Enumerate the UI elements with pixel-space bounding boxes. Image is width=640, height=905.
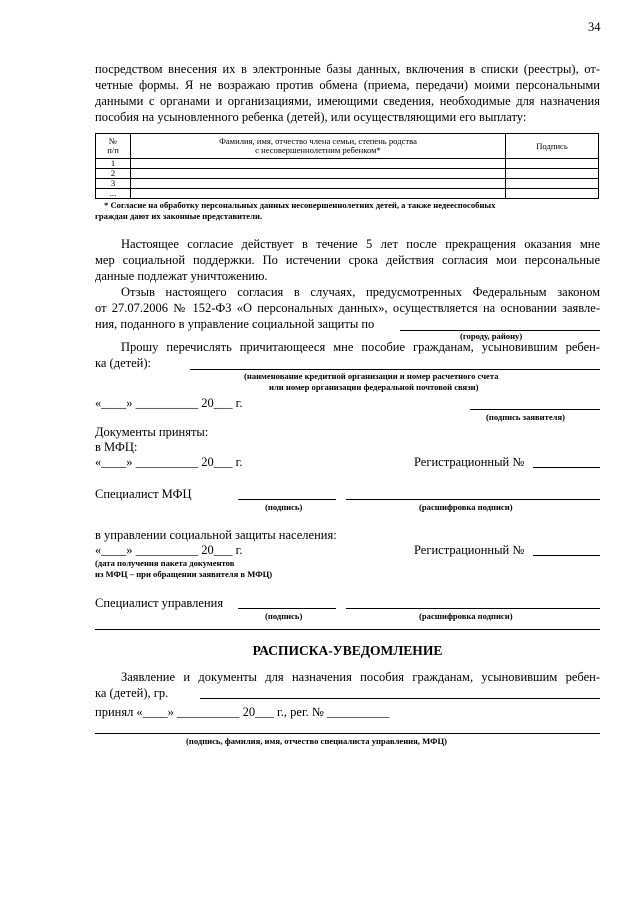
decode-caption: (расшифровка подписи) [419, 611, 513, 621]
text-line: четные формы. Я не возражаю против обмена (приема, передачи) моими персональными [95, 78, 600, 92]
row-signature-cell[interactable] [506, 189, 599, 199]
mfc-reg-number-label: Регистрационный № [414, 455, 525, 469]
signature-caption: (подпись) [265, 502, 303, 512]
accepted-line[interactable]: принял «____» __________ 20___ г., рег. № __________ [95, 705, 390, 719]
city-caption: (городу, району) [460, 331, 523, 341]
text-line: ния, поданного в управление социальной защиты по [95, 317, 375, 331]
row-signature-cell[interactable] [506, 159, 599, 169]
table-row [96, 179, 599, 189]
applicant-signature-line[interactable] [470, 409, 600, 410]
receipt-title: РАСПИСКА-УВЕДОМЛЕНИЕ [252, 643, 443, 658]
dept-date-line[interactable]: «____» __________ 20___ г. [95, 543, 243, 557]
signature-caption: (подпись) [265, 611, 303, 621]
specialist-dept-label: Специалист управления [95, 596, 224, 610]
row-full-name-cell[interactable] [131, 159, 506, 169]
header-number: № п/п [96, 134, 131, 159]
decode-caption: (расшифровка подписи) [419, 502, 513, 512]
in-mfc-label: в МФЦ: [95, 440, 138, 454]
row-number: 1 [96, 159, 131, 169]
mfc-signature-line[interactable] [238, 499, 336, 500]
text-line: пособия на усыновленного ребенка (детей), или осуществляющими его выплату: [95, 110, 527, 124]
row-full-name-cell[interactable] [131, 169, 506, 179]
docs-accepted-label: Документы приняты: [95, 425, 209, 439]
table-row [96, 189, 599, 199]
text-line: Отзыв настоящего согласия в случаях, предусмотренных Федеральным законом [121, 285, 600, 299]
dept-signature-line[interactable] [238, 608, 336, 609]
specialist-mfc-label: Специалист МФЦ [95, 487, 192, 501]
row-number: 2 [96, 169, 131, 179]
receipt-date-caption: из МФЦ – при обращении заявителя в МФЦ) [95, 569, 273, 579]
final-signature-line[interactable] [95, 733, 600, 734]
text-line: мер социальной поддержки. По истечении срока действия согласия мои персональные [95, 253, 600, 267]
text-line: данные подлежат уничтожению. [95, 269, 268, 283]
receipt-date-caption: (дата получения пакета документов [95, 558, 235, 568]
mfc-decode-line[interactable] [346, 499, 600, 500]
family-members-table [95, 133, 599, 199]
text-line: Заявление и документы для назначения пособия гражданам, усыновившим ребен- [121, 670, 600, 684]
dept-reg-number-label: Регистрационный № [414, 543, 525, 557]
text-line: посредством внесения их в электронные базы данных, включения в списки (реестры), от- [95, 62, 600, 76]
footnote-line: граждан дают их законные представители. [95, 211, 263, 221]
text-line: ка (детей): [95, 356, 151, 370]
final-caption: (подпись, фамилия, имя, отчество специалиста управления, МФЦ) [186, 736, 447, 746]
row-full-name-cell[interactable] [131, 179, 506, 189]
bank-caption: (наименование кредитной организации и номер расчетного счета [244, 371, 499, 381]
citizen-name-line[interactable] [200, 698, 600, 699]
text-line: ка (детей), гр. [95, 686, 169, 700]
mfc-date-line[interactable]: «____» __________ 20___ г. [95, 455, 243, 469]
text-line: данными с органами и организациями, имеющими сведения, необходимые для назначения [95, 94, 600, 108]
header-full-name: Фамилия, имя, отчество члена семьи, степень родства с несовершеннолетним ребенком* [131, 134, 506, 159]
table-row [96, 159, 599, 169]
footnote-line: * Согласие на обработку персональных данных несовершеннолетних детей, а также недееспособных [104, 200, 496, 210]
mfc-reg-number-line[interactable] [533, 467, 600, 468]
bank-details-input-line[interactable] [190, 369, 600, 370]
dept-reg-number-line[interactable] [533, 555, 600, 556]
row-full-name-cell[interactable] [131, 189, 506, 199]
text-line: Настоящее согласие действует в течение 5 лет после прекращения оказания мне [121, 237, 600, 251]
header-signature: Подпись [506, 134, 599, 159]
table-row [96, 169, 599, 179]
social-dept-label: в управлении социальной защиты населения: [95, 528, 337, 542]
row-number: 3 [96, 179, 131, 189]
page-number: 34 [588, 20, 601, 34]
row-signature-cell[interactable] [506, 179, 599, 189]
text-line: Прошу перечислять причитающееся мне пособие гражданам, усыновившим ребен- [121, 340, 600, 354]
dept-decode-line[interactable] [346, 608, 600, 609]
section-divider [95, 629, 600, 630]
date-line[interactable]: «____» __________ 20___ г. [95, 396, 243, 410]
bank-caption: или номер организации федеральной почтовой связи) [269, 382, 479, 392]
text-line: от 27.07.2006 № 152-ФЗ «О персональных данных», осуществляется на основании заявле- [95, 301, 600, 315]
row-number: ... [96, 189, 131, 199]
table-header-row [96, 134, 599, 159]
row-signature-cell[interactable] [506, 169, 599, 179]
applicant-signature-caption: (подпись заявителя) [486, 412, 565, 422]
